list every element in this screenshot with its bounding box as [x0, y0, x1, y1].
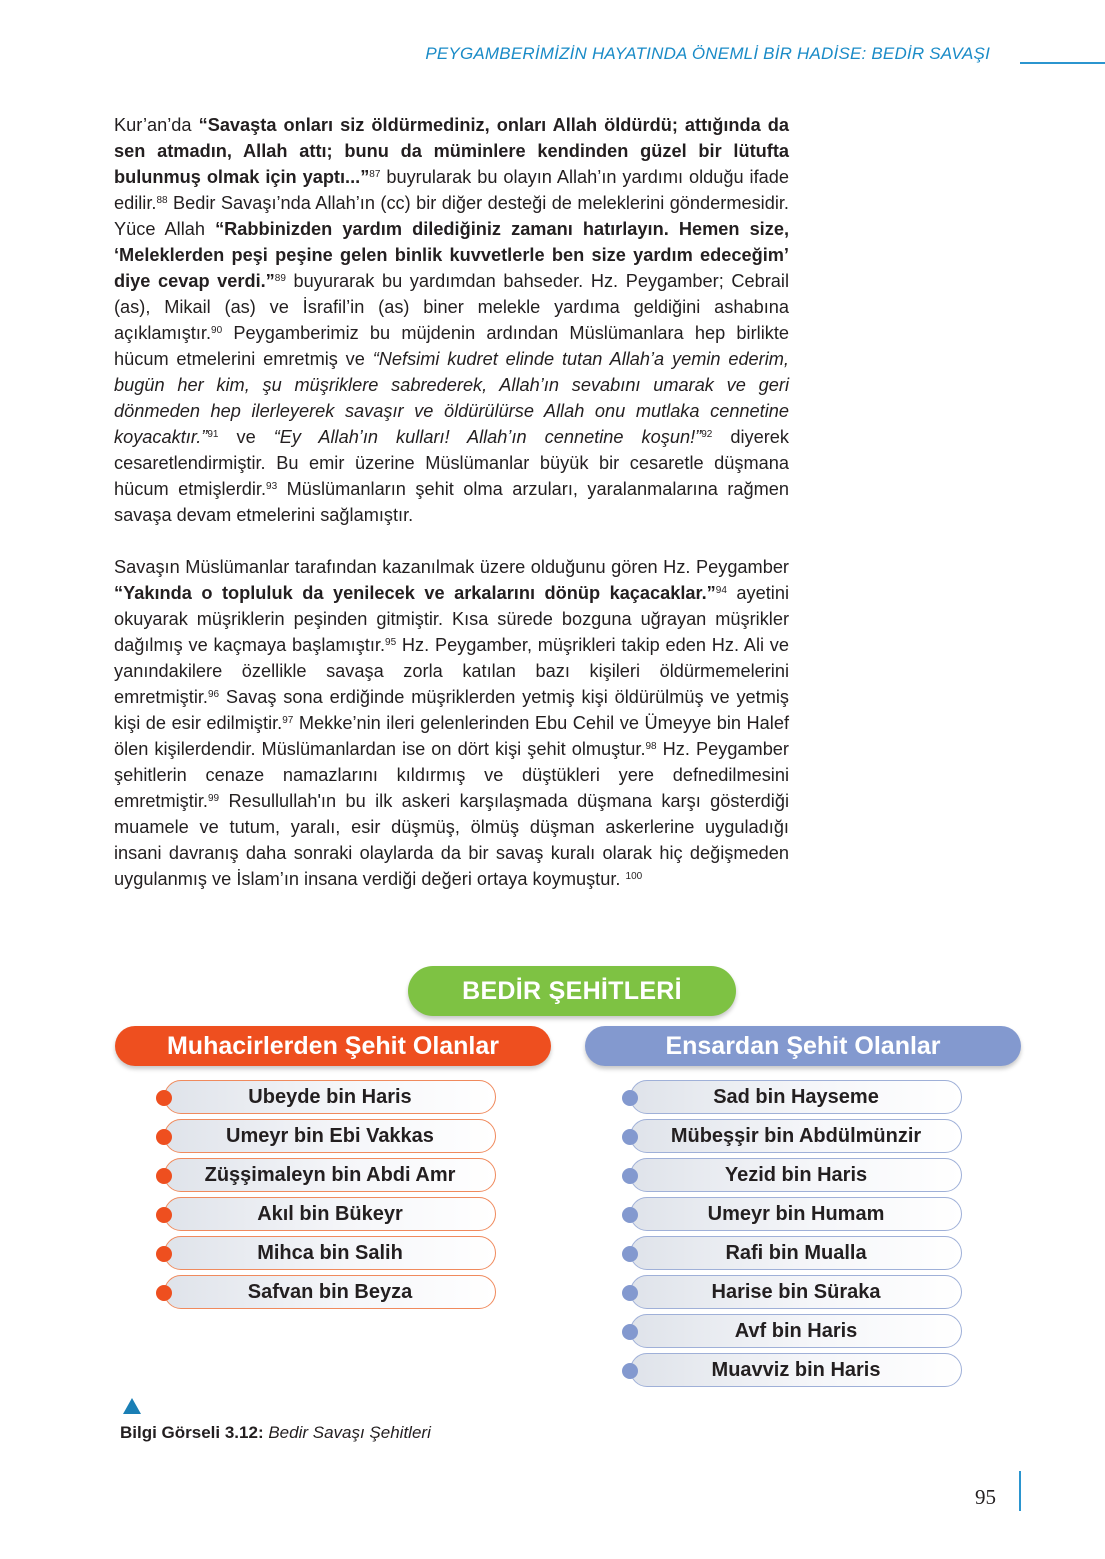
bullet-dot-icon [156, 1090, 172, 1106]
footnote-87: 87 [369, 169, 381, 180]
martyr-name: Umeyr bin Humam [630, 1197, 962, 1231]
bullet-dot-icon [156, 1285, 172, 1301]
bullet-dot-icon [156, 1207, 172, 1223]
martyr-name: Akıl bin Bükeyr [164, 1197, 496, 1231]
martyr-name: Harise bin Süraka [630, 1275, 962, 1309]
martyr-name: Umeyr bin Ebi Vakkas [164, 1119, 496, 1153]
quote-ayah-3: “Yakında o topluluk da yenilecek ve arkalarını dönüp kaçacaklar.” [114, 583, 716, 603]
text-run: Kur’an’da [114, 115, 199, 135]
bullet-dot-icon [622, 1168, 638, 1184]
footnote-94: 94 [715, 585, 727, 596]
quote-ayah-1: “Savaşta onları siz öldürmediniz, onları Allah öldürdü; attığında da sen atmadın, Allah attı; bunu da müminlere kendinden güzel bir lütufta bulunmuş olmak için yaptı...” [114, 115, 790, 187]
footnote-98: 98 [645, 741, 657, 752]
footnote-92: 92 [701, 429, 713, 440]
page-number: 95 [975, 1485, 996, 1509]
martyr-name: Züşşimaleyn bin Abdi Amr [164, 1158, 496, 1192]
martyr-name: Muavviz bin Haris [630, 1353, 962, 1387]
bullet-dot-icon [156, 1168, 172, 1184]
triangle-up-icon [123, 1398, 141, 1414]
muhacirler-heading: Muhacirlerden Şehit Olanlar [115, 1026, 551, 1066]
text-run: Bedir Savaşı’nda Allah’ın (cc) bir diğer desteği de meleklerini göndermesidir. Yüce Allah [114, 193, 789, 239]
footnote-99: 99 [207, 793, 220, 804]
text-run: buyurarak bu yardımdan bahseder. Hz. Peygamber; Cebrail (as), Mikail (as) ve İsrafil’in (as) biner melekle yardıma geldiğini ashabına açıklamıştır. [114, 271, 789, 343]
text-run: Savaşın Müslümanlar tarafından kazanılmak üzere olduğunu gören Hz. Peygamber [114, 557, 789, 577]
bullet-dot-icon [622, 1324, 638, 1340]
footnote-88: 88 [156, 195, 168, 206]
bullet-dot-icon [156, 1246, 172, 1262]
text-run: Savaş sona erdiğinde müşriklerden yetmiş kişi öldürülmüş ve yetmiş kişi de esir edilmiştir. [114, 687, 789, 733]
caption-text: Bedir Savaşı Şehitleri [263, 1423, 431, 1442]
martyr-name: Yezid bin Haris [630, 1158, 962, 1192]
footnote-97: 97 [282, 715, 294, 726]
bullet-dot-icon [622, 1246, 638, 1262]
text-run: ayetini okuyarak müşriklerin peşinden gitmiştir. Kısa sürede bozguna uğrayan müşrikler dağılmış ve kaçmaya başlamıştır. [114, 583, 789, 655]
martyr-name: Mihca bin Salih [164, 1236, 496, 1270]
figure-caption [120, 1423, 431, 1443]
martyr-name: Mübeşşir bin Abdülmünzir [630, 1119, 962, 1153]
running-header: PEYGAMBERİMİZİN HAYATINDA ÖNEMLİ BİR HADİSE: BEDİR SAVAŞI [425, 44, 990, 63]
bullet-dot-icon [622, 1285, 638, 1301]
paragraph-2 [114, 554, 789, 892]
martyr-name: Avf bin Haris [630, 1314, 962, 1348]
text-run: diyerek cesaretlendirmiştir. Bu emir üzerine Müslümanlar büyük bir cesaretle düşmana hücum etmişlerdir. [114, 427, 789, 499]
text-run: Hz. Peygamber, müşrikleri takip eden Hz. Ali ve yanındakilere özellikle savaşa zorla katılan bazı kişileri öldürmemelerini emretmiştir. [114, 635, 789, 707]
text-run: ve [218, 427, 274, 447]
footnote-90: 90 [211, 325, 223, 336]
caption-label: Bilgi Görseli 3.12: [120, 1423, 264, 1442]
text-run: buyrularak bu olayın Allah’ın yardımı olduğu ifade edilir. [114, 167, 789, 213]
bullet-dot-icon [622, 1129, 638, 1145]
martyr-name: Sad bin Hayseme [630, 1080, 962, 1114]
bullet-dot-icon [622, 1363, 638, 1379]
quote-ayah-2: “Rabbinizden yardım dilediğiniz zamanı hatırlayın. Hemen size, ‘Meleklerden peşi peşine gelen binlik kuvvetlerle ben size yardım edeceğim’ diye cevap verdi.” [114, 219, 790, 291]
footnote-89: 89 [274, 273, 286, 284]
quote-hadith-2: “Ey Allah’ın kulları! Allah’ın cennetine koşun!” [273, 427, 702, 447]
text-run: Hz. Peygamber şehitlerin cenaze namazlarını kıldırmış ve düştükleri yere defnedilmesini emretmiştir. [114, 739, 789, 811]
footnote-95: 95 [385, 637, 397, 648]
page-rule [1019, 1471, 1021, 1511]
text-run: Mekke’nin ileri gelenlerinden Ebu Cehil ve Ümeyye bin Halef ölen kişilerdendir. Müslümanlardan ise on dört kişi şehit olmuştur. [114, 713, 790, 759]
footnote-93: 93 [266, 481, 278, 492]
ensar-heading: Ensardan Şehit Olanlar [585, 1026, 1021, 1066]
footnote-91: 91 [207, 429, 219, 440]
quote-hadith-1: “Nefsimi kudret elinde tutan Allah’a yemin ederim, bugün her kim, şu müşriklere sabrederek, Allah’ın sevabını umarak ve geri dönmeden hep ilerleyerek savaşır ve öldürülürse Allah onu mutlaka cennetine koyacaktır.” [114, 349, 789, 447]
bullet-dot-icon [622, 1090, 638, 1106]
martyr-name: Ubeyde bin Haris [164, 1080, 496, 1114]
footnote-100: 100 [625, 871, 643, 882]
martyr-name: Safvan bin Beyza [164, 1275, 496, 1309]
bullet-dot-icon [156, 1129, 172, 1145]
diagram-title: BEDİR ŞEHİTLERİ [408, 966, 736, 1016]
header-rule [1020, 62, 1105, 64]
martyr-name: Rafi bin Mualla [630, 1236, 962, 1270]
footnote-96: 96 [207, 689, 220, 700]
bullet-dot-icon [622, 1207, 638, 1223]
paragraph-1 [114, 112, 789, 528]
text-run: Resullullah'ın bu ilk askeri karşılaşmada düşmana karşı gösterdiği muamele ve tutum, yaralı, esir düşmüş, ölmüş düşman askerlerine uyguladığı insani davranış daha sonraki olaylarda da bir savaş kuralı olarak hiç değişmeden uygulanmış ve İslam’ın insana verdiği değeri ortaya koymuştur. [114, 791, 789, 889]
text-run: Müslümanların şehit olma arzuları, yaralanmalarına rağmen savaşa devam etmelerini sağlamıştır. [114, 479, 789, 525]
text-run: Peygamberimiz bu müjdenin ardından Müslümanlara hep birlikte hücum etmelerini emretmiş ve [114, 323, 789, 369]
